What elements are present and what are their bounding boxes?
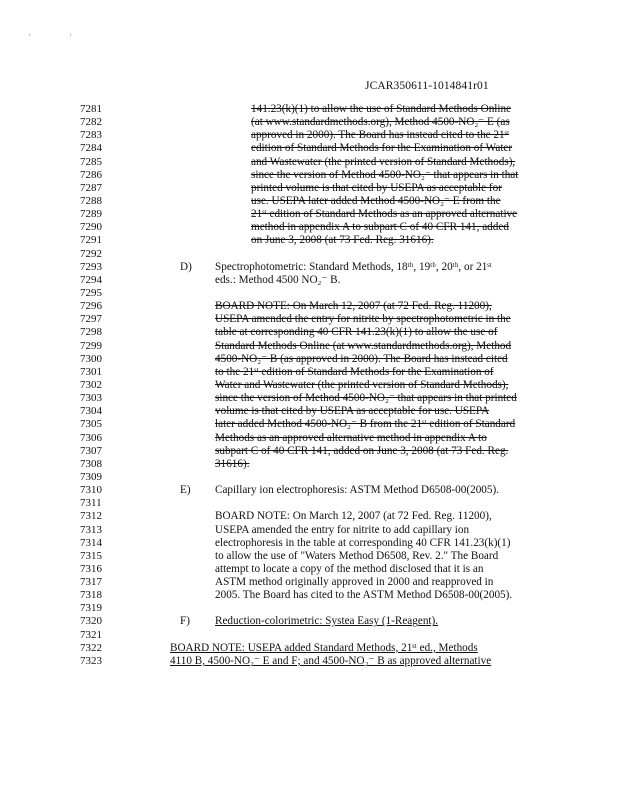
line-number: 7291 [80,234,102,247]
document-line [0,576,618,589]
deleted-text: Standard Methods Online (at www.standardmethods.org), Method [215,339,512,352]
line-text [215,340,511,353]
deleted-text: (at www.standardmethods.org), Method 4500-NO₂⁻ E (as [251,116,510,129]
line-number: 7296 [80,300,102,313]
line-number: 7317 [80,576,102,589]
document-line [0,366,618,379]
line-text [215,563,483,576]
line-text [215,353,508,366]
document-line [0,524,618,537]
line-number: 7306 [80,431,102,444]
line-number: 7281 [80,103,102,115]
deleted-text: 4500-NO₂⁻ B (as approved in 2000). The Board has instead cited [215,352,508,365]
line-text [215,550,498,563]
line-text [170,655,491,668]
document-line [0,655,618,668]
line-text [215,576,493,589]
document-line [0,497,618,510]
line-text [215,405,489,418]
deleted-text: volume is that cited by USEPA as acceptable for use. USEPA [215,405,490,418]
document-line [0,432,618,445]
line-number: 7311 [80,497,102,510]
line-text [215,484,499,497]
line-number: 7309 [80,470,102,483]
inserted-text: 4110 B, 4500-NO₂⁻ E and F; and 4500-NO₂⁻ B as approved alternative [170,654,492,667]
line-text [215,432,487,445]
plain-text: BOARD NOTE: On March 12, 2007 (at 72 Fed. Reg. 11200), [215,510,492,523]
line-text [251,182,502,195]
document-line [0,326,618,339]
line-number: 7284 [80,142,102,155]
document-line [0,300,618,313]
document-line [0,313,618,326]
document-header-id: JCAR350611-1014841r01 [365,80,489,92]
line-text [251,142,512,155]
plain-text: attempt to locate a copy of the method disclosed that it is an [215,562,484,575]
line-number: 7289 [80,208,102,221]
document-line [0,615,618,628]
deleted-text: and Wastewater (the printed version of Standard Methods), [251,155,516,168]
deleted-text: 141.23(k)(1) to allow the use of Standard Methods Online [251,103,512,115]
deleted-text: USEPA amended the entry for nitrite by spectrophotometric in the [215,313,511,326]
line-number: 7316 [80,562,102,575]
line-text [251,208,517,221]
document-line [0,234,618,247]
line-number: 7283 [80,129,102,142]
line-number: 7294 [80,273,102,286]
deleted-text: Methods as an approved alternative method in appendix A to [215,431,487,444]
document-line [0,169,618,182]
document-line [0,602,618,615]
document-line [0,418,618,431]
document-line [0,195,618,208]
line-number: 7319 [80,602,102,615]
line-number: 7313 [80,523,102,536]
plain-text: 2005. The Board has cited to the ASTM Method D6508-00(2005). [215,589,513,602]
plain-text: USEPA amended the entry for nitrite to add capillary ion [215,523,470,536]
document-line [0,261,618,274]
document-line [0,471,618,484]
document-line [0,642,618,655]
line-number: 7282 [80,116,102,129]
line-text [215,510,492,523]
plain-text: Capillary ion electrophoresis: ASTM Method D6508-00(2005). [215,484,499,497]
document-line [0,379,618,392]
deleted-text: edition of Standard Methods for the Examination of Water [251,142,513,155]
line-text [215,261,492,274]
line-number: 7295 [80,286,102,299]
item-label: D) [180,260,192,273]
line-text [251,234,434,247]
line-number: 7312 [80,510,102,523]
line-text [251,129,509,142]
plain-text: to allow the use of "Waters Method D6508, Rev. 2." The Board [215,549,499,562]
document-line [0,392,618,405]
document-line [0,208,618,221]
line-number: 7288 [80,194,102,207]
line-text [251,195,501,208]
plain-text: Spectrophotometric: Standard Methods, 18ᵗʰ, 19ᵗʰ, 20ᵗʰ, or 21ˢᵗ [215,260,492,273]
deleted-text: since the version of Method 4500-NO₂⁻ that appears in that printed [215,392,517,405]
line-number: 7302 [80,378,102,391]
document-line [0,458,618,471]
deleted-text: method in appendix A to subpart C of 40 CFR 141, added [251,221,509,234]
document-line [0,563,618,576]
inserted-text: BOARD NOTE: USEPA added Standard Methods, 21ˢᵗ ed., Methods [170,641,478,654]
document-line [0,550,618,563]
item-label: E) [180,484,191,497]
line-number: 7308 [80,457,102,470]
plain-text: eds.: Method 4500 NO₂⁻ B. [215,273,341,286]
line-number: 7290 [80,221,102,234]
line-text [215,537,510,550]
line-number: 7303 [80,392,102,405]
line-number: 7314 [80,536,102,549]
document-line [0,182,618,195]
line-number: 7297 [80,313,102,326]
line-number: 7318 [80,589,102,602]
document-line [0,142,618,155]
line-text [170,642,478,655]
deleted-text: later added Method 4500-NO₂⁻ B from the 21ˢᵗ edition of Standard [215,418,516,431]
deleted-text: approved in 2000). The Board has instead cited to the 21ˢᵗ [251,129,510,142]
line-text [215,392,517,405]
line-number: 7305 [80,418,102,431]
plain-text: ASTM method originally approved in 2000 and reapproved in [215,576,494,589]
deleted-text: table at corresponding 40 CFR 141.23(k)(1) to allow the use of [215,326,498,339]
deleted-text: use. USEPA later added Method 4500-NO₂⁻ E from the [251,194,501,207]
line-text [215,524,469,537]
line-number: 7321 [80,628,102,641]
inserted-text: Reduction-colorimetric: Systea Easy (1-Reagent). [215,615,439,628]
line-text [215,379,508,392]
document-line [0,445,618,458]
margin-specks: · · [28,30,91,40]
document-line [0,405,618,418]
line-number: 7293 [80,260,102,273]
document-line [0,629,618,642]
document-line [0,103,618,116]
line-number: 7298 [80,326,102,339]
deleted-text: subpart C of 40 CFR 141, added on June 3, 2008 (at 73 Fed. Reg. [215,444,509,457]
document-line [0,537,618,550]
line-text [251,156,515,169]
line-text [215,274,340,287]
line-number: 7301 [80,365,102,378]
line-number: 7287 [80,181,102,194]
item-label: F) [180,615,190,628]
line-text [251,169,518,182]
line-number: 7292 [80,247,102,260]
deleted-text: BOARD NOTE: On March 12, 2007 (at 72 Fed. Reg. 11200), [215,300,492,313]
deleted-text: on June 3, 2008 (at 73 Fed. Reg. 31616). [251,234,434,247]
document-line [0,156,618,169]
document-line [0,287,618,300]
deleted-text: to the 21ˢᵗ edition of Standard Methods for the Examination of [215,365,494,378]
document-line [0,353,618,366]
line-text [215,458,250,471]
line-number: 7299 [80,339,102,352]
document-line [0,484,618,497]
line-number: 7300 [80,352,102,365]
line-number: 7315 [80,549,102,562]
deleted-text: 21ˢᵗ edition of Standard Methods as an approved alternative [251,208,518,221]
line-text [215,300,492,313]
deleted-text: Water and Wastewater (the printed version of Standard Methods), [215,378,509,391]
line-text [215,589,512,602]
line-number: 7322 [80,641,102,654]
deleted-text: 31616). [215,457,250,470]
line-number: 7307 [80,444,102,457]
document-line [0,589,618,602]
line-text [215,445,508,458]
plain-text: electrophoresis in the table at corresponding 40 CFR 141.23(k)(1) [215,536,511,549]
line-number: 7286 [80,168,102,181]
line-text [215,313,511,326]
document-line [0,129,618,142]
line-text [215,326,497,339]
line-text [251,103,511,116]
document-line [0,221,618,234]
line-number: 7320 [80,615,102,628]
document-line [0,274,618,287]
line-text [251,221,509,234]
numbered-lines [0,103,618,668]
document-line [0,248,618,261]
line-text [251,116,510,129]
line-number: 7310 [80,484,102,497]
document-line [0,340,618,353]
deleted-text: printed volume is that cited by USEPA as acceptable for [251,181,502,194]
line-text [215,615,438,628]
document-line [0,510,618,523]
line-text [215,366,494,379]
line-number: 7304 [80,405,102,418]
deleted-text: since the version of Method 4500-NO₂⁻ that appears in that [251,168,519,181]
line-number: 7323 [80,654,102,667]
document-line [0,116,618,129]
line-text [215,418,515,431]
line-number: 7285 [80,155,102,168]
